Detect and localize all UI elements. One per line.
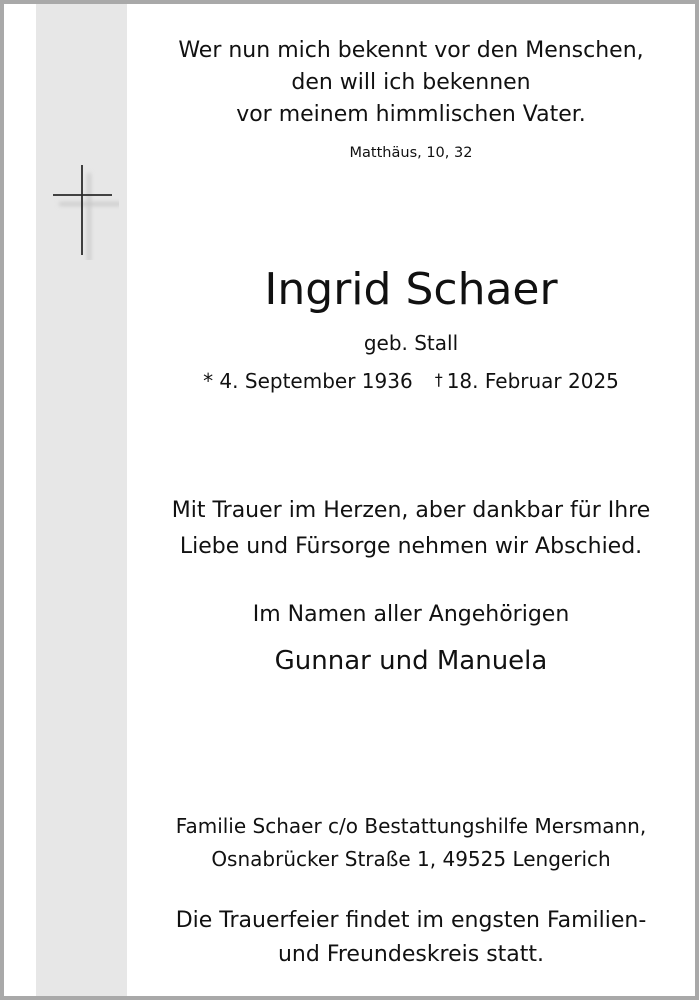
signature-intro: Im Namen aller Angehörigen: [252, 602, 570, 627]
address-line: Familie Schaer c/o Bestattungshilfe Mersmann,: [175, 814, 647, 838]
death-date: 18. Februar 2025: [446, 369, 619, 393]
quote-line: den will ich bekennen: [291, 70, 531, 95]
bible-reference: Matthäus, 10, 32: [349, 145, 473, 161]
message-line: Mit Trauer im Herzen, aber dankbar für Ihre: [171, 498, 651, 523]
birth-name: geb. Stall: [363, 331, 459, 355]
ceremony-line: und Freundeskreis statt.: [277, 942, 545, 967]
signature-names: Gunnar und Manuela: [274, 646, 548, 676]
ceremony-line: Die Trauerfeier findet im engsten Familien-: [175, 908, 647, 933]
quote-line: vor meinem himmlischen Vater.: [236, 102, 586, 127]
cross-icon: [49, 160, 119, 260]
quote-line: Wer nun mich bekennt vor den Menschen,: [178, 38, 644, 63]
deceased-name: Ingrid Schaer: [264, 264, 558, 315]
address-line: Osnabrücker Straße 1, 49525 Lengerich: [211, 847, 611, 871]
message-line: Liebe und Fürsorge nehmen wir Abschied.: [179, 534, 643, 559]
side-strip: [36, 4, 127, 996]
notice-content: [127, 4, 695, 996]
birth-date: * 4. September 1936: [203, 369, 413, 393]
life-dates: [127, 369, 695, 393]
dagger-icon: †: [434, 370, 443, 389]
